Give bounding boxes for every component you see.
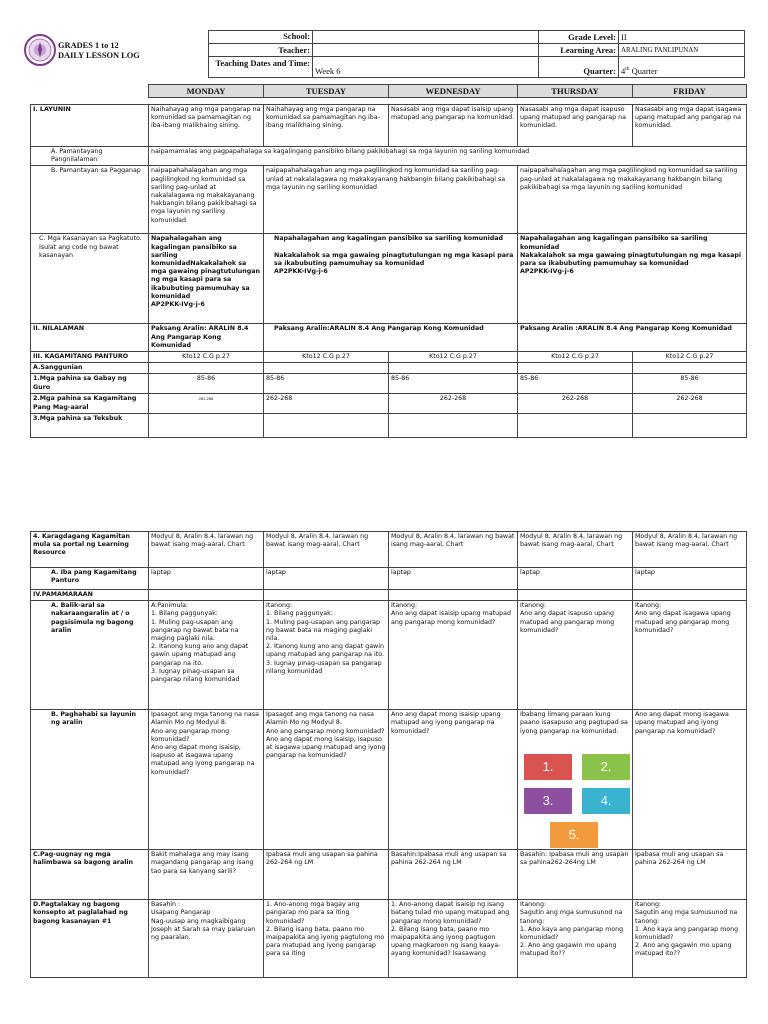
row-label-paghahabi: B. Paghahabi sa layunin ng aralin [31,710,149,850]
gabay-wed: 85-86 [389,374,518,394]
empty-cell [389,590,518,601]
empty-cell [633,414,747,438]
empty-cell [264,590,389,601]
day-thursday: THURSDAY [518,85,633,98]
empty-cell [518,590,633,601]
empty-cell [264,414,389,438]
area-value: ARALING PANLIPUNAN [619,44,745,57]
kagamitan-thu: Kto12 C.G p.27 [518,352,633,363]
pagtalakay-mon: Basahin : Usapang Pangarap Nag-uusap ang magkaibigang Joseph at Sarah sa may palaruan ng paaralan. [149,900,264,978]
school-value [313,31,539,44]
number-box-2: 2. [582,754,630,780]
balik-aral-tue: Itanong: 1. Bilang paggunyak: 1. Muling pag-usapan ang pangarap ng bawat bata na maging paglaki nila. 2. Itanong kung ano ang dapat gawin upang matupad ang pangarap na ito. 3. Iugnay pinag-usapan sa pangarap nilang komunidad [264,601,389,710]
school-label: School: [209,31,313,44]
row-label-sanggunian: A.Sanggunian [31,363,149,374]
pagtalakay-tue: 1. Ano-anong mga bagay ang pangarap mo para sa iting komunidad? 2. Bilang isang bata, paano mo maipapakita ang iyong pagtulong mo para matupad ang iyong pangarap para sa iting [264,900,389,978]
pagtalakay-wed: 1. Ano-anong dapat isaisip ng isang batang tulad mo upang matupad ang pangarap mong komunidad? 2. Bilang isang bata, paano mo maipapakita ang iyong pagtugon upang magkaroon ng isang kaaya-ayang komunidad? Isasawang [389,900,518,978]
lesson-table-1 [30,104,747,438]
row-label-pag-uugnay: C.Pag-uugnay ng mga halimbawa sa bagong aralin [31,850,149,900]
row-label-kasanayan: C. Mga Kasanayan sa Pagkatuto. Isulat ang code ng bawat kasanayan [31,234,149,324]
row-label-balik-aral: A. Balik-aral sa nakaraangaralin at / o pagsisimula ng bagong aralin [31,601,149,710]
pamantayang-nilalaman-value: naipamamalas ang pagpapahalaga sa kagalingang pansibiko bilang pakikibahagi sa mga layunin ng sariling komunidad [149,147,747,166]
pagtalakay-fri: Itanong: Sagutin ang mga sumusunod na tanong: 1. Ano kaya ang pangarap mong komunidad? 2. Ano ang gagawin mo upang matupad ito?? [633,900,747,978]
number-box-1: 1. [524,754,572,780]
logo-text [58,41,140,61]
row-label-pagtalakay: D.Pagtalakay ng bagong konsepto at paglalahad ng bagong kasanayan #1 [31,900,149,978]
number-box-3: 3. [524,788,572,814]
table-row [31,590,747,601]
empty-cell [518,363,633,374]
number-box-4: 4. [582,788,630,814]
empty-cell [389,363,518,374]
day-wednesday: WEDNESDAY [389,85,518,98]
table-row [31,363,747,374]
table-row [31,414,747,438]
paghahabi-fri: Ano ang dapat mong isagawa upang matupad ang iyong pangarap na komunidad? [633,710,747,850]
karagdagang-fri: Modyul 8, Aralin 8.4, larawan ng bawat isang mag-aaral, Chart [633,532,747,568]
karagdagang-tue: Modyul 8, Aralin 8.4, larawan ng bawat isang mag-aaral, Chart [264,532,389,568]
row-label-iba-pang: A. Iba pang Kagamitang Panturo [31,568,149,590]
nilalaman-thu-fri: Paksang Aralin :ARALIN 8.4 Ang Pangarap Kong Komunidad [518,324,747,352]
table-row [31,234,747,324]
pag-uugnay-mon: Bakit mahalaga ang may isang magandang pangarap ang isang tao para sa kanyang sarili? [149,850,264,900]
day-tuesday: TUESDAY [264,85,389,98]
kasanayan-tue-wed: Napahalagahan ang kagalingan pansibiko sa sariling komunidad Nakakalahok sa mga gawaing pinagtutulungan ng mga kasapi para sa ikabubuting pamumuhay sa komunidad AP2PKK-IVg-j-6 [264,234,518,324]
iba-pang-thu: laptap [518,568,633,590]
pagganap-tue-wed: naipapahahalagahan ang mga paglilingkod ng komunidad sa sariling pag-unlad at nakalalagawa ng makakayanang hakbangin bilang pakikibahagi sa mga layunin ng sariling komunidad [264,166,518,234]
day-friday: FRIDAY [633,85,747,98]
day-monday: MONDAY [149,85,264,98]
empty-cell [149,414,264,438]
balik-aral-thu: Itanong: Ano ang dapat isapuso upang matupad ang pangarap mong komunidad? [518,601,633,710]
row-label-pamamaraan: IV.PAMAMARAAN [31,590,149,601]
empty-cell [264,363,389,374]
row-label-gabay: 1.Mga pahina sa Gabay ng Guro [31,374,149,394]
layunin-tue: Naihahayag ang mga pangarap na komunidad sa pamamagitan ng iba-ibang malikhaing sining. [264,105,389,147]
header-table [208,30,745,78]
balik-aral-mon: A.Panimula: 1. Bilang paggunyak: 1. Muling pag-usapan ang pangarap ng bawat bata na maging paglaki nila. 2. Itanong kung ano ang dapat gawin upang matupad ang pangarap na ito. 3. Iugnay pinag-usapan sa pangarap nilang komunidad [149,601,264,710]
table-row [31,394,747,414]
pagganap-mon: naipapahahalagahan ang mga paglilingkod ng komunidad sa sariling pag-unlad at nakalalagawa ng makakayanang hakbangin bilang pakikibahagi sa mga layunin ng sariling komunidad [149,166,264,234]
table-row [31,710,747,850]
kagamitang-mag-aaral-mon: 262-268 [149,394,264,414]
row-label-karagdagang: 4. Karagdagang Kagamitan mula sa portal ng Learning Resource [31,532,149,568]
empty-cell [149,590,264,601]
table-row [31,568,747,590]
paghahabi-thu-cell [518,710,633,850]
teacher-label: Teacher: [209,44,313,57]
nilalaman-mon: Paksang Aralin: ARALIN 8.4 Ang Pangarap Kong Komunidad [149,324,264,352]
empty-cell [518,414,633,438]
logo-line2: DAILY LESSON LOG [58,51,140,60]
pagganap-thu-fri: naipapahahalagahan ang mga paglilingkod ng komunidad sa sariling pag-unlad at nakalalagawa ng makakayanang hakbangin bilang pakikibahagi sa mga layunin ng sariling komunidad [518,166,747,234]
number-box-5: 5. [550,822,598,848]
row-label-teksbuk: 3.Mga pahina sa Teksbuk [31,414,149,438]
layunin-fri: Nasasabi ang mga dapat isagawa upang matupad ang pangarap na komunidad. [633,105,747,147]
dates-value: Week 6 [313,57,539,78]
layunin-thu: Nasasabi ang mga dapat isapuso upang matupad ang pangarap na komunidad. [518,105,633,147]
empty-cell [633,363,747,374]
row-label-layunin: I. LAYUNIN [31,105,149,147]
balik-aral-fri: Itanong: Ano ang dapat isagawa upang matupad ang pangarap mong komunidad? [633,601,747,710]
table-row [31,105,747,147]
karagdagang-mon: Modyul 8, Aralin 8.4, larawan ng bawat isang mag-aaral, Chart [149,532,264,568]
empty-cell [389,414,518,438]
karagdagang-thu: Modyul 8, Aralin 8.4, larawan ng bawat isang mag-aaral, Chart [518,532,633,568]
dates-label: Teaching Dates and Time: [209,57,313,78]
kagamitang-mag-aaral-wed: 262-268 [389,394,518,414]
layunin-mon: Naihahayag ang mga pangarap na komunidad sa pamamagitan ng iba-ibang malikhaing sining. [149,105,264,147]
iba-pang-fri: laptap [633,568,747,590]
quarter-num: 4 [621,66,626,76]
empty-cell [149,363,264,374]
empty-cell [633,590,747,601]
kasanayan-thu-fri: Napahalagahan ang kagalingan pansibiko sa sariling komunidad Nakakalahok sa mga gawaing pinagtutulungan ng mga kasapi para sa ikabubuting pamumuhay sa komunidad AP2PKK-IVg-j-6 [518,234,747,324]
row-label-pamantayang-nilalaman: A. Pamantayang Pangnilalaman [31,147,149,166]
nilalaman-tue-wed: Paksang Aralin:ARALIN 8.4 Ang Pangarap Kong Komunidad [264,324,518,352]
deped-seal-icon [24,34,56,66]
quarter-sup: th [625,66,630,73]
pag-uugnay-fri: Ipabasa muli ang usapan sa pahina 262-264 ng LM [633,850,747,900]
pag-uugnay-thu: Basahin: Ipabasa muli ang usapan sa pahina262-264ng LM [518,850,633,900]
logo-line1: GRADES 1 to 12 [58,41,119,50]
layunin-wed: Nasasabi ang mga dapat isaisip upang matupad ang pangarap na komunidad. [389,105,518,147]
table-row [31,900,747,978]
pag-uugnay-tue: Ipabasa muli ang usapan sa pahina 262-264 ng LM [264,850,389,900]
paghahabi-wed: Ano ang dapat mong isaisip upang matupad ang iyong pangarap na komunidad? [389,710,518,850]
table-row [31,374,747,394]
kagamitang-mag-aaral-fri: 262-268 [633,394,747,414]
table-row [31,352,747,363]
table-row [31,601,747,710]
pagtalakay-thu: Itanong: Sagutin ang mga sumusunod na tanong: 1. Ano kaya ang pangarap mong komunidad? 2. Ano ang gagawin mo upang matupad ito?? [518,900,633,978]
gabay-mon: 85-86 [149,374,264,394]
gabay-tue: 85-86 [264,374,389,394]
table-row [31,532,747,568]
kasanayan-mon: Napahalagahan ang kagalingan pansibiko sa sariling komunidadNakakalahok sa mga gawaing pinagtutulungan ng mga kasapi para sa ikabubuting pamumuhay sa komunidad AP2PKK-IVg-j-6 [149,234,264,324]
karagdagang-wed: Modyul 8, Aralin 8.4, larawan ng bawat isang mag-aaral, Chart [389,532,518,568]
balik-aral-wed: Itanong: Ano ang dapat isaisip upang matupad ang pangarap mong komunidad? [389,601,518,710]
gabay-thu: 85-86 [518,374,633,394]
kagamitan-wed: Kto12 C.G p.27 [389,352,518,363]
quarter-value [619,57,745,78]
lesson-table-2 [30,531,747,978]
quarter-label: Quarter: [539,57,619,78]
row-label-kagamitan: III. KAGAMITANG PANTURO [31,352,149,363]
teacher-value [313,44,539,57]
quarter-word: Quarter [631,66,658,76]
grade-label: Grade Level: [539,31,619,44]
paghahabi-mon: Ipasagot ang mga tanong na nasa Alamin Mo ng Modyul 8. Ano ang pangarap mong komunidad? Ano ang dapat mong isaisip, isapuso at isagawa upang matupad ang iyong pangarap na komunidad? [149,710,264,850]
row-label-pamantayan-pagganap: B. Pamantayan sa Pagganap [31,166,149,234]
kagamitang-mag-aaral-thu: 262-268 [518,394,633,414]
day-header-row [148,84,747,98]
gabay-fri: 85-86 [633,374,747,394]
row-label-kagamitang-mag-aaral: 2.Mga pahina sa Kagamitang Pang Mag-aaral [31,394,149,414]
iba-pang-tue: laptap [264,568,389,590]
iba-pang-mon: laptap [149,568,264,590]
kagamitan-mon: Kto12 C.G p.27 [149,352,264,363]
kagamitang-mag-aaral-tue: 262-268 [264,394,389,414]
area-label: Learning Area: [539,44,619,57]
paghahabi-tue: Ipasagot ang mga tanong na nasa Alamin Mo ng Modyul 8. Ano ang pangarap mong komunidad? Ano ang dapat mong isaisip, isapuso at isagawa upang matupad ang iyong pangarap na komunidad? [264,710,389,850]
kagamitan-tue: Kto12 C.G p.27 [264,352,389,363]
table-row [31,147,747,166]
table-row [31,166,747,234]
kagamitan-fri: Kto12 C.G p.27 [633,352,747,363]
table-row [31,850,747,900]
paghahabi-thu: Ibabang limang paraan kung paano isasapuso ang pagtupad sa iyong pangarap na komunidad. [520,711,628,735]
row-label-nilalaman: II. NILALAMAN [31,324,149,352]
grade-value: II [619,31,745,44]
iba-pang-wed: laptap [389,568,518,590]
pag-uugnay-wed: Basahin:Ipabasa muli ang usapan sa pahina 262-264 ng LM [389,850,518,900]
table-row [31,324,747,352]
